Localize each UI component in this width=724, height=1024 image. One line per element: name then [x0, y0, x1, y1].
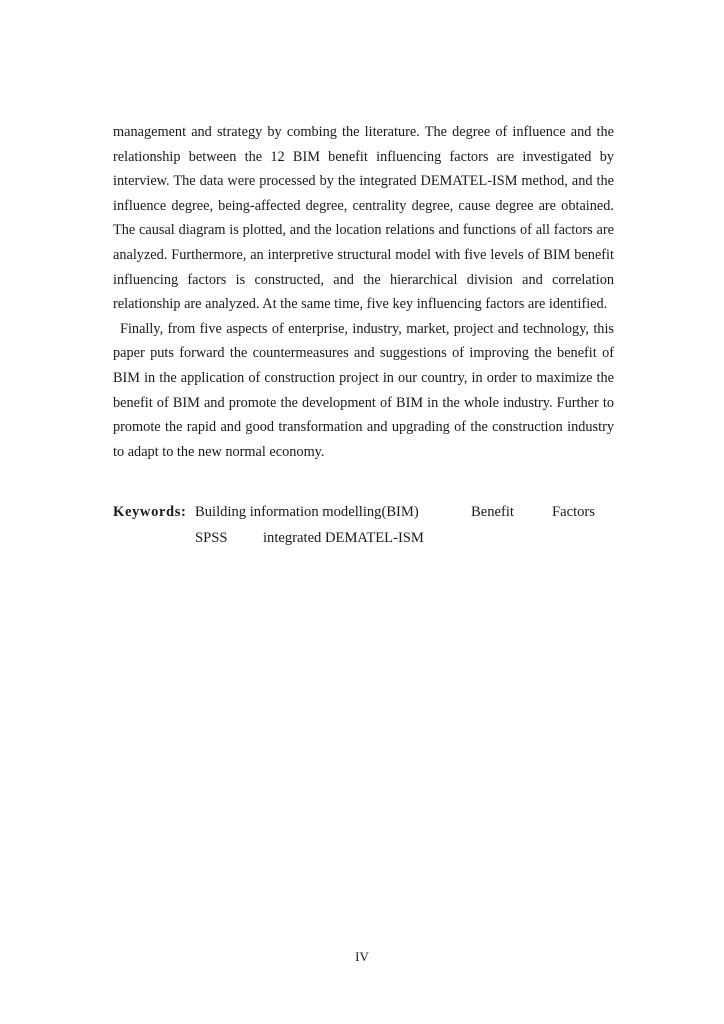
abstract-paragraph-2: Finally, from five aspects of enterprise, industry, market, project and technology, this paper puts forward the countermeasures and suggestions of improving the benefit of BIM in the application of construction project in our country, in order to maximize the benefit of BIM and promote the development of BIM in the whole industry. Further to promote the rapid and good transformation and upgrading of the construction industry to adapt to the new normal economy.: [113, 320, 614, 460]
page-number: IV: [355, 949, 369, 964]
keyword-item: Factors: [552, 504, 595, 520]
keyword-item: Building information modelling(BIM): [195, 504, 419, 520]
keywords-row-2: [113, 525, 633, 551]
keywords-section: [113, 499, 633, 551]
keyword-item: Benefit: [471, 504, 514, 520]
keyword-item: integrated DEMATEL-ISM: [263, 530, 424, 546]
keywords-label: Keywords:: [113, 504, 187, 520]
keyword-item: SPSS: [195, 530, 228, 546]
keywords-row-1: [113, 499, 633, 525]
abstract-body: [113, 120, 614, 464]
abstract-paragraph-1: management and strategy by combing the literature. The degree of influence and the relationship between the 12 BIM benefit influencing factors are investigated by interview. The data were processed by the integrated DEMATEL-ISM method, and the influence degree, being-affected degree, centrality degree, cause degree are obtained. The causal diagram is plotted, and the location relations and functions of all factors are analyzed. Furthermore, an interpretive structural model with five levels of BIM benefit influencing factors is constructed, and the hierarchical division and correlation relationship are analyzed. At the same time, five key influencing factors are identified.: [113, 124, 614, 313]
